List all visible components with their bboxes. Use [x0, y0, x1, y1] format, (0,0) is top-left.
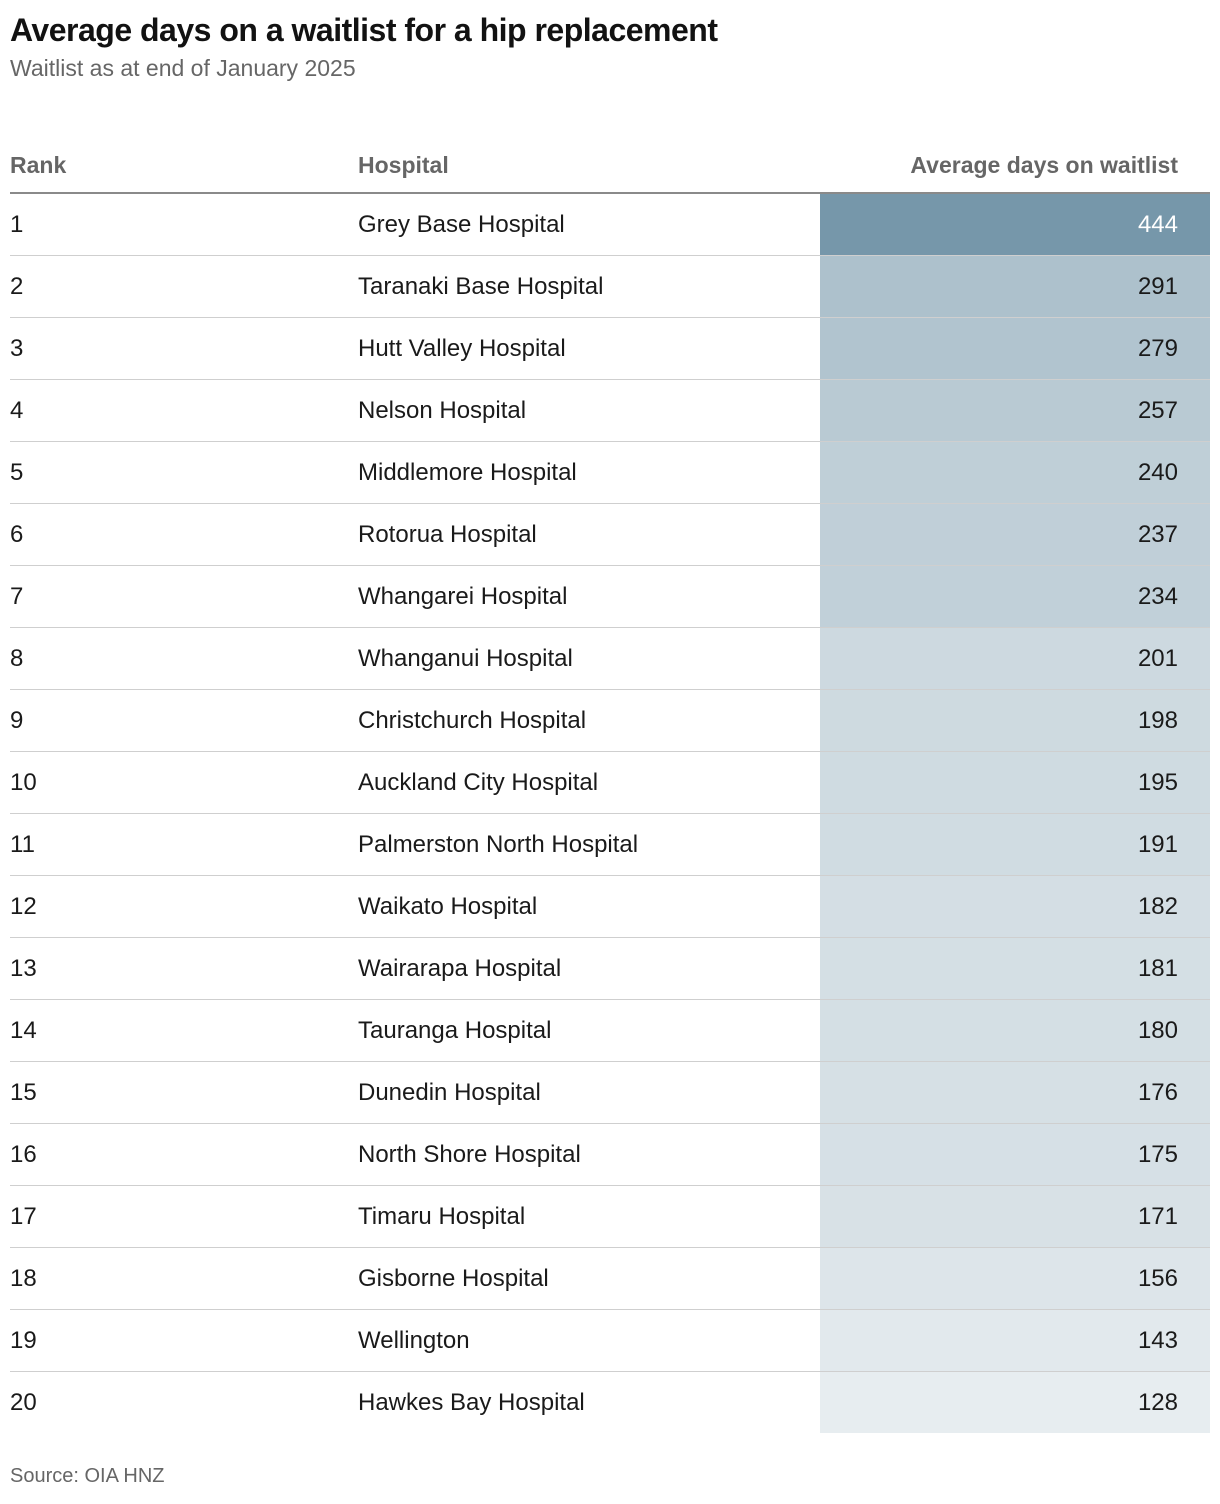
average-days-cell: 181	[820, 938, 1210, 999]
hospital-cell: Christchurch Hospital	[358, 707, 587, 734]
average-days-cell: 156	[820, 1248, 1210, 1309]
hospital-cell: Waikato Hospital	[358, 893, 538, 920]
table-body	[10, 194, 1210, 1433]
column-header-average-days: Average days on waitlist	[910, 152, 1178, 178]
table-header	[10, 134, 1210, 194]
rank-cell: 16	[10, 1141, 37, 1168]
average-days-cell: 234	[820, 566, 1210, 627]
table-row	[10, 566, 1210, 628]
average-days-cell: 182	[820, 876, 1210, 937]
rank-cell: 13	[10, 955, 37, 982]
hospital-cell: Wairarapa Hospital	[358, 955, 562, 982]
rank-cell: 18	[10, 1265, 37, 1292]
table-row	[10, 318, 1210, 380]
rank-cell: 9	[10, 707, 24, 734]
average-days-cell: 201	[820, 628, 1210, 689]
rank-cell: 11	[10, 831, 35, 858]
hospital-cell: Hawkes Bay Hospital	[358, 1389, 585, 1416]
table-row	[10, 1248, 1210, 1310]
hospital-cell: North Shore Hospital	[358, 1141, 581, 1168]
rank-cell: 15	[10, 1079, 37, 1106]
hospital-cell: Tauranga Hospital	[358, 1017, 552, 1044]
average-days-cell: 180	[820, 1000, 1210, 1061]
table-row	[10, 1186, 1210, 1248]
chart-subtitle: Waitlist as at end of January 2025	[10, 55, 356, 81]
hospital-cell: Taranaki Base Hospital	[358, 273, 604, 300]
table-row	[10, 1310, 1210, 1372]
average-days-cell: 198	[820, 690, 1210, 751]
rank-cell: 20	[10, 1389, 37, 1416]
table-row	[10, 752, 1210, 814]
rank-cell: 8	[10, 645, 24, 672]
average-days-cell: 257	[820, 380, 1210, 441]
waitlist-table	[10, 134, 1210, 1433]
average-days-cell: 237	[820, 504, 1210, 565]
rank-cell: 12	[10, 893, 37, 920]
chart-title: Average days on a waitlist for a hip replacement	[10, 12, 718, 48]
hospital-cell: Timaru Hospital	[358, 1203, 526, 1230]
hospital-cell: Rotorua Hospital	[358, 521, 537, 548]
table-row	[10, 380, 1210, 442]
table-row	[10, 876, 1210, 938]
rank-cell: 6	[10, 521, 24, 548]
rank-cell: 17	[10, 1203, 37, 1230]
average-days-cell: 240	[820, 442, 1210, 503]
average-days-cell: 143	[820, 1310, 1210, 1371]
average-days-cell: 171	[820, 1186, 1210, 1247]
table-row	[10, 504, 1210, 566]
average-days-cell: 176	[820, 1062, 1210, 1123]
table-row	[10, 1372, 1210, 1433]
hospital-cell: Palmerston North Hospital	[358, 831, 639, 858]
table-row	[10, 1124, 1210, 1186]
hospital-cell: Middlemore Hospital	[358, 459, 577, 486]
average-days-cell: 444	[820, 194, 1210, 255]
table-row	[10, 628, 1210, 690]
table-row	[10, 814, 1210, 876]
rank-cell: 2	[10, 273, 24, 300]
rank-cell: 3	[10, 335, 24, 362]
hospital-cell: Grey Base Hospital	[358, 211, 565, 238]
rank-cell: 19	[10, 1327, 37, 1354]
hospital-cell: Wellington	[358, 1327, 470, 1354]
hospital-cell: Nelson Hospital	[358, 397, 527, 424]
average-days-cell: 175	[820, 1124, 1210, 1185]
hospital-cell: Hutt Valley Hospital	[358, 335, 566, 362]
table-row	[10, 690, 1210, 752]
rank-cell: 7	[10, 583, 24, 610]
hospital-cell: Whangarei Hospital	[358, 583, 568, 610]
table-row	[10, 442, 1210, 504]
rank-cell: 5	[10, 459, 24, 486]
average-days-cell: 291	[820, 256, 1210, 317]
column-header-rank: Rank	[10, 152, 67, 178]
hospital-cell: Whanganui Hospital	[358, 645, 573, 672]
average-days-cell: 191	[820, 814, 1210, 875]
source-note: Source: OIA HNZ	[10, 1465, 165, 1487]
average-days-cell: 279	[820, 318, 1210, 379]
hospital-cell: Gisborne Hospital	[358, 1265, 549, 1292]
rank-cell: 14	[10, 1017, 37, 1044]
rank-cell: 4	[10, 397, 24, 424]
table-row	[10, 256, 1210, 318]
column-header-hospital: Hospital	[358, 152, 449, 178]
average-days-cell: 128	[820, 1372, 1210, 1433]
rank-cell: 1	[10, 211, 24, 238]
table-row	[10, 938, 1210, 1000]
rank-cell: 10	[10, 769, 37, 796]
table-row	[10, 194, 1210, 256]
average-days-cell: 195	[820, 752, 1210, 813]
table-row	[10, 1000, 1210, 1062]
table-row	[10, 1062, 1210, 1124]
hospital-cell: Dunedin Hospital	[358, 1079, 541, 1106]
hospital-cell: Auckland City Hospital	[358, 769, 599, 796]
